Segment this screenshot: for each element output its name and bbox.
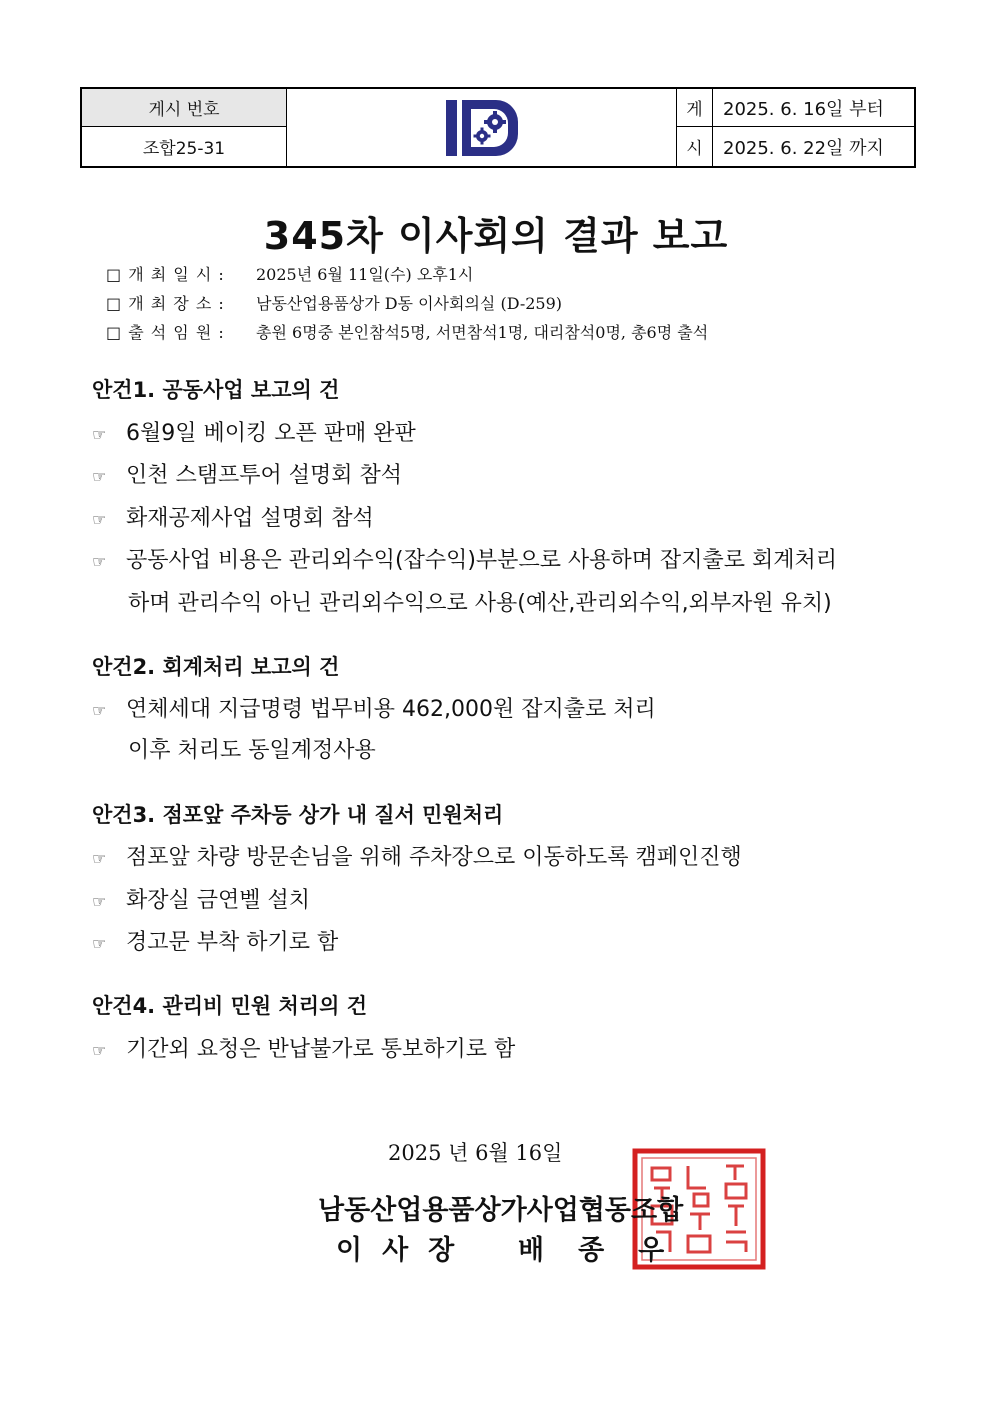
list-item-continuation: 이후 처리도 동일계정사용 — [128, 738, 376, 763]
pointing-hand-icon: ☞ — [92, 849, 107, 868]
meeting-date-value: 2025년 6월 11일(수) 오후1시 — [256, 265, 474, 284]
pointing-hand-icon: ☞ — [92, 892, 107, 911]
posting-label-char-1: 게 — [677, 89, 713, 127]
ceo-name: 배종우 — [518, 1235, 699, 1266]
pointing-hand-icon: ☞ — [92, 701, 107, 720]
post-number: 조합25-31 — [82, 127, 287, 166]
list-item: ☞ 기간외 요청은 반납불가로 통보하기로 함 — [92, 1037, 516, 1062]
posting-end-date: 2025. 6. 22일 까지 — [723, 137, 884, 159]
attendance-label: □ 출 석 임 원 : — [106, 323, 225, 342]
meeting-date-row — [106, 262, 473, 285]
posting-header-table — [80, 87, 916, 168]
pointing-hand-icon: ☞ — [92, 552, 107, 571]
list-item: ☞ 경고문 부착 하기로 함 — [92, 930, 339, 955]
list-item-continuation: 하며 관리수익 아닌 관리외수익으로 사용(예산,관리외수익,외부자원 유치) — [128, 591, 832, 616]
meeting-place-label: □ 개 최 장 소 : — [106, 294, 225, 313]
meeting-place-row — [106, 291, 562, 314]
list-item: ☞ 화재공제사업 설명회 참석 — [92, 506, 374, 531]
attendance-row — [106, 320, 708, 343]
meeting-date-label: □ 개 최 일 시 : — [106, 265, 225, 284]
posting-label-char-2: 시 — [677, 127, 713, 166]
issue-date: 2025 년 6월 16일 — [388, 1141, 563, 1165]
agenda-1-title: 안건1. 공동사업 보고의 건 — [92, 378, 340, 402]
agenda-4-title: 안건4. 관리비 민원 처리의 건 — [92, 994, 367, 1018]
pointing-hand-icon: ☞ — [92, 425, 107, 444]
agenda-3-title: 안건3. 점포앞 주차등 상가 내 질서 민원처리 — [92, 803, 504, 827]
list-item: ☞ 점포앞 차량 방문손님을 위해 주차장으로 이동하도록 캠페인진행 — [92, 845, 742, 870]
attendance-value: 총원 6명중 본인참석5명, 서면참석1명, 대리참석0명, 총6명 출석 — [256, 323, 709, 342]
pointing-hand-icon: ☞ — [92, 1041, 107, 1060]
list-item: ☞ 화장실 금연벨 설치 — [92, 888, 311, 913]
agenda-2-title: 안건2. 회계처리 보고의 건 — [92, 655, 340, 679]
pointing-hand-icon: ☞ — [92, 510, 107, 529]
list-item: ☞ 공동사업 비용은 관리외수익(잡수익)부분으로 사용하며 잡지출로 회계처리 — [92, 548, 837, 573]
ceo-title: 이사장 — [336, 1235, 475, 1266]
pointing-hand-icon: ☞ — [92, 467, 107, 486]
page-title: 345차 이사회의 결과 보고 — [263, 214, 729, 258]
post-number-label: 게시 번호 — [82, 89, 287, 127]
list-item: ☞ 인천 스탬프투어 설명회 참석 — [92, 463, 403, 488]
gear-logo-icon — [444, 98, 520, 158]
posting-start-date: 2025. 6. 16일 부터 — [713, 89, 914, 127]
pointing-hand-icon: ☞ — [92, 934, 107, 953]
list-item: ☞ 연체세대 지급명령 법무비용 462,000원 잡지출로 처리 — [92, 697, 656, 722]
cooperative-logo — [287, 89, 677, 166]
organization-name: 남동산업용품상가사업협동조합 — [318, 1195, 684, 1226]
meeting-place-value: 남동산업용품상가 D동 이사회의실 (D-259) — [256, 294, 563, 313]
list-item: ☞ 6월9일 베이킹 오픈 판매 완판 — [92, 421, 416, 446]
